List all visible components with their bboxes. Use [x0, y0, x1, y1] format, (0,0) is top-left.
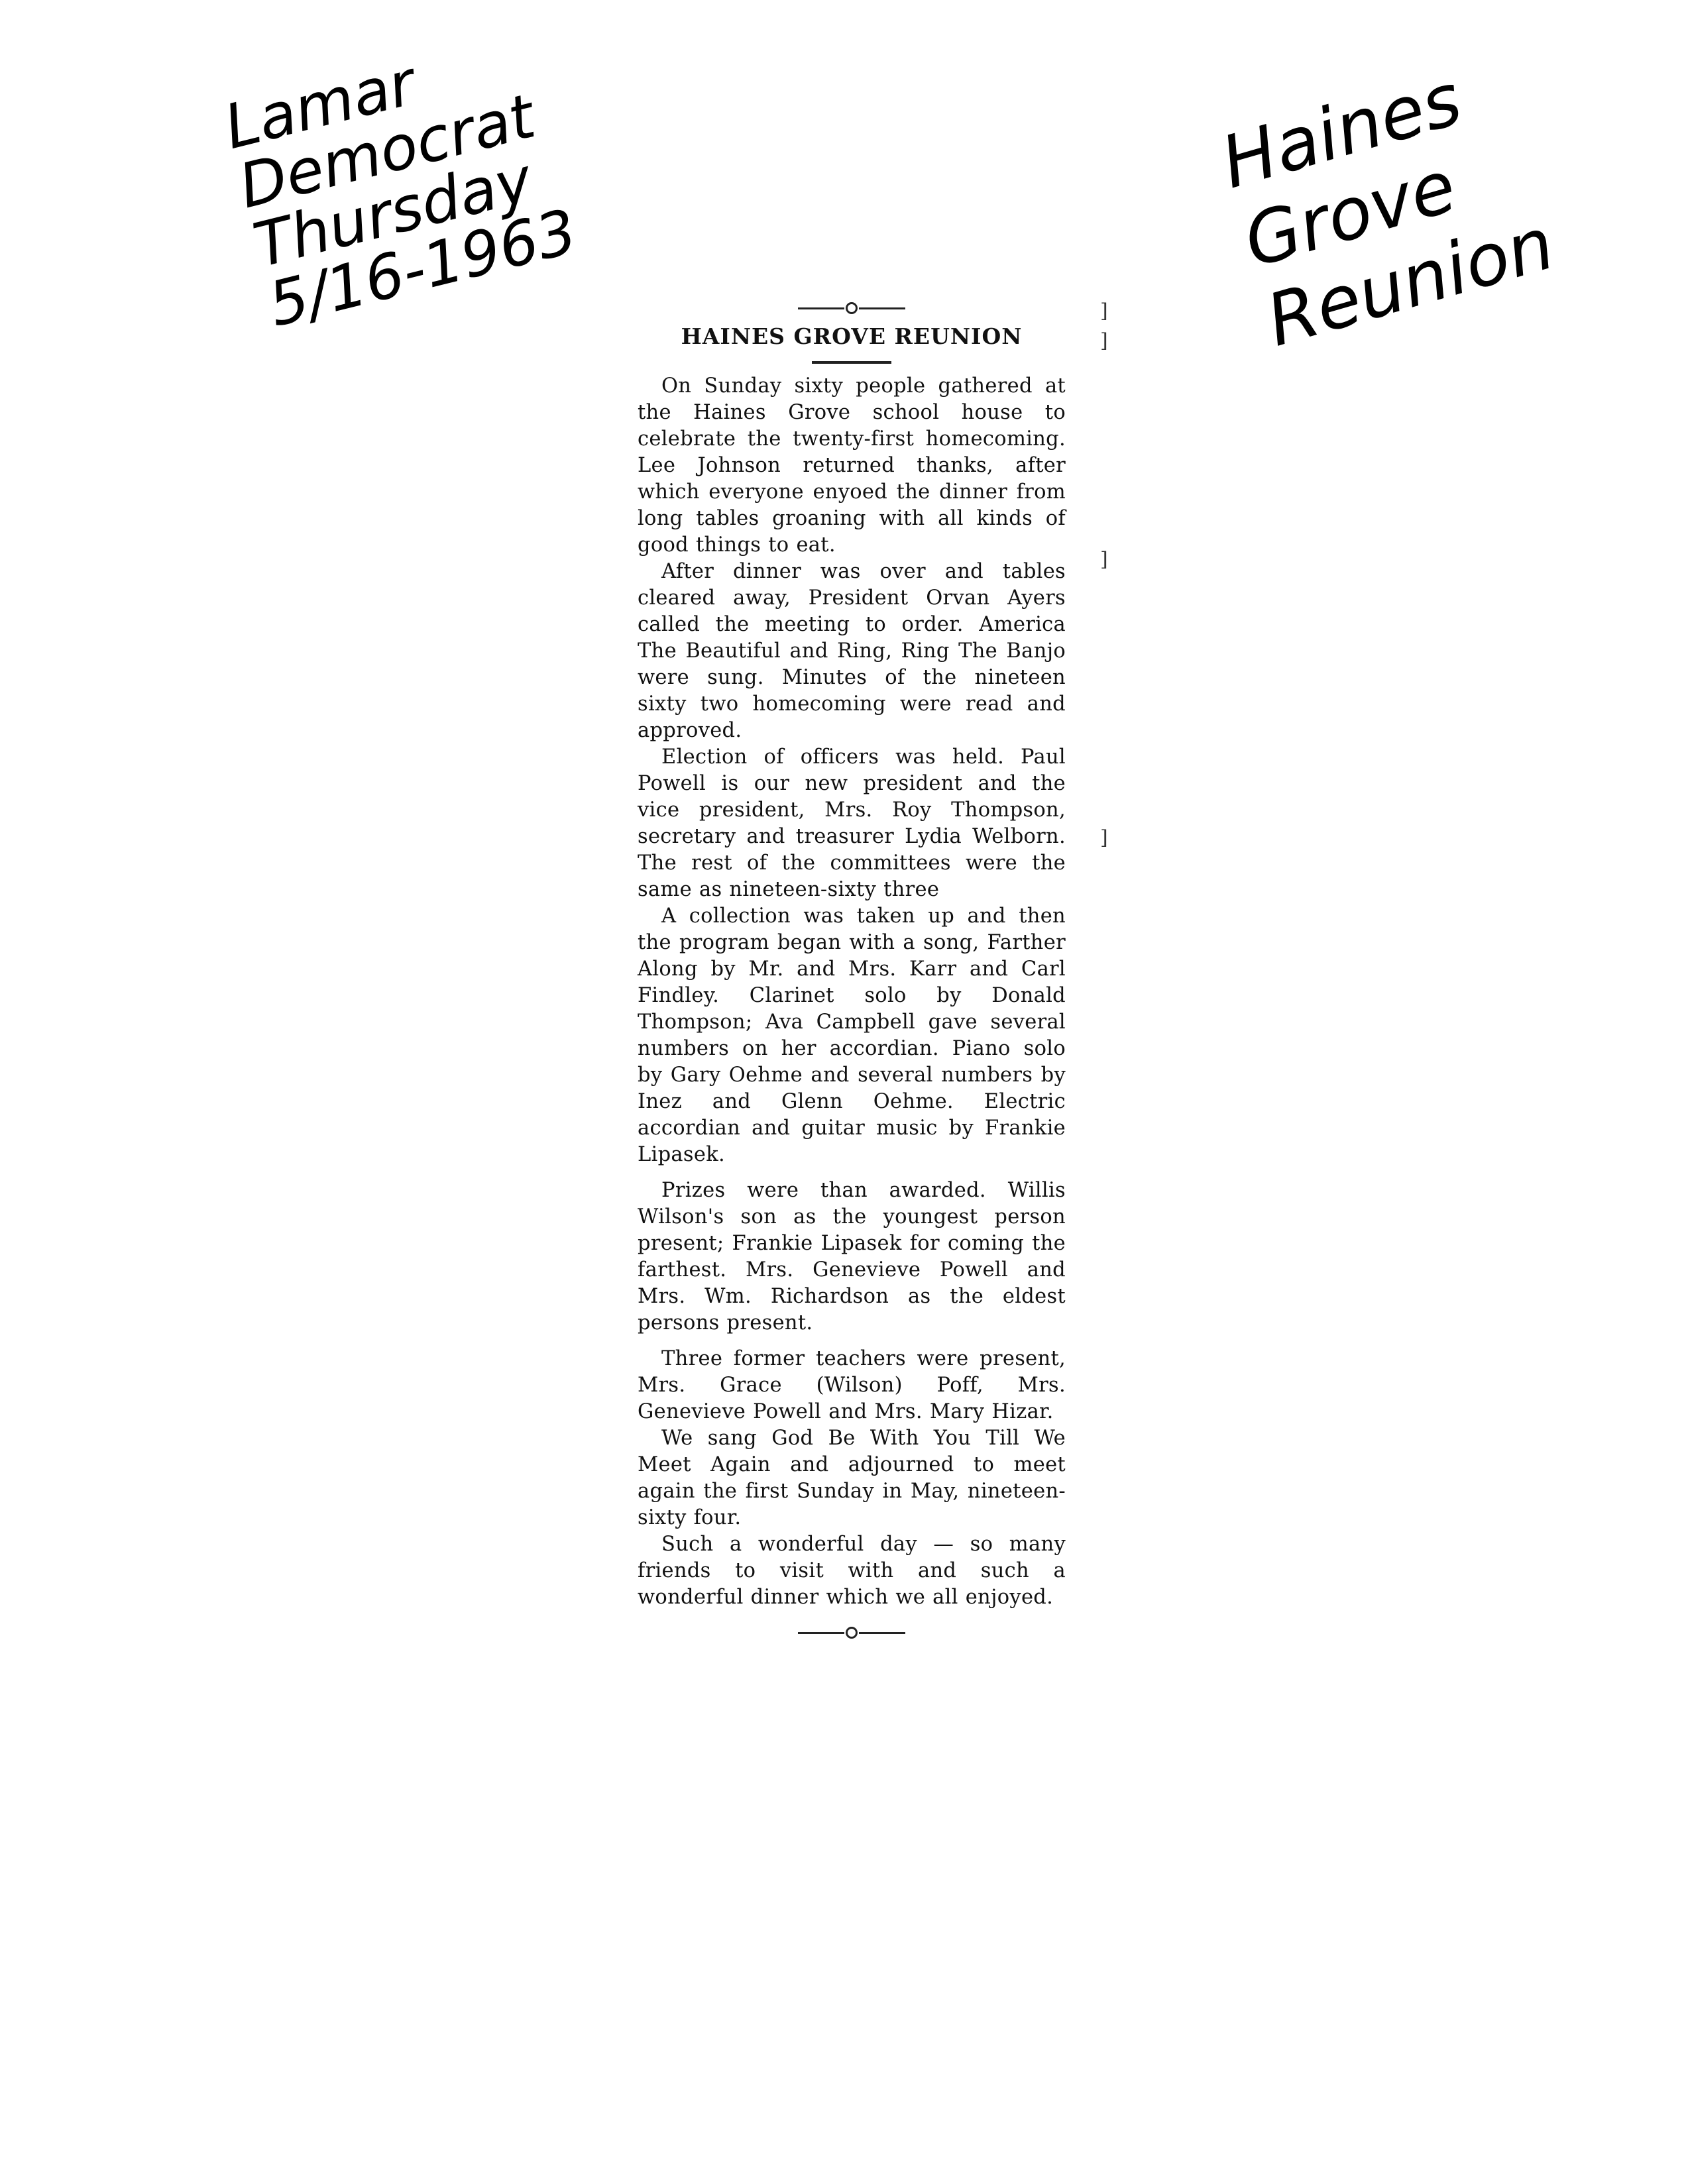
adjacent-column-fragment: ]: [1100, 329, 1108, 353]
adjacent-column-fragment: ]: [1100, 826, 1108, 849]
article-paragraph: We sang God Be With You Till We Meet Again and adjourned to meet again the first Sunday in May, nineteen-sixty four.: [638, 1427, 1066, 1529]
newspaper-clipping: [638, 298, 1066, 1875]
headline-rule: [812, 361, 891, 364]
article-paragraph: Election of officers was held. Paul Powell is our new president and the vice president, Mrs. Roy Thompson, secretary and treasurer Lydia Welborn. The rest of the committees were the same as nineteen-sixty three: [638, 745, 1066, 901]
article-paragraph: On Sunday sixty people gathered at the Haines Grove school house to celebrate the twenty-first homecoming. Lee Johnson returned thanks, after which everyone enyoed the dinner from long tables groaning with all kinds of good things to eat.: [638, 374, 1066, 557]
article-headline: HAINES GROVE REUNION: [681, 323, 1023, 349]
article-paragraph: Prizes were than awarded. Willis Wilson's son as the youngest person present; Frankie Lipasek for coming the farthest. Mrs. Genevieve Powell and Mrs. Wm. Richardson as the eldest persons present.: [638, 1179, 1066, 1335]
top-ornament: [638, 298, 1066, 318]
handwritten-source-note: Lamar Democrat Thursday 5/16-1963: [217, 47, 584, 341]
bottom-ornament: [638, 1623, 1066, 1643]
article-paragraph: A collection was taken up and then the program began with a song, Farther Along by Mr. and Mrs. Karr and Carl Findley. Clarinet solo by Donald Thompson; Ava Campbell gave several numbers on her accordian. Piano solo by Gary Oehme and several numbers by Inez and Glenn Oehme. Electric accordian and guitar music by Frankie Lipasek.: [638, 904, 1066, 1166]
article-paragraph: After dinner was over and tables cleared away, President Orvan Ayers called the meeting to order. America The Beautiful and Ring, Ring The Banjo were sung. Minutes of the nineteen sixty two homecoming were read and approved.: [638, 560, 1066, 742]
adjacent-column-fragment: ]: [1100, 548, 1108, 571]
handwritten-title-note: Haines Grove Reunion: [1212, 58, 1563, 363]
article-paragraph: Three former teachers were present, Mrs. Grace (Wilson) Poff, Mrs. Genevieve Powell and Mrs. Mary Hizar.: [638, 1347, 1066, 1423]
adjacent-column-fragment: ]: [1100, 300, 1108, 323]
article-paragraph: Such a wonderful day — so many friends to visit with and such a wonderful dinner which we all enjoyed.: [638, 1533, 1066, 1609]
